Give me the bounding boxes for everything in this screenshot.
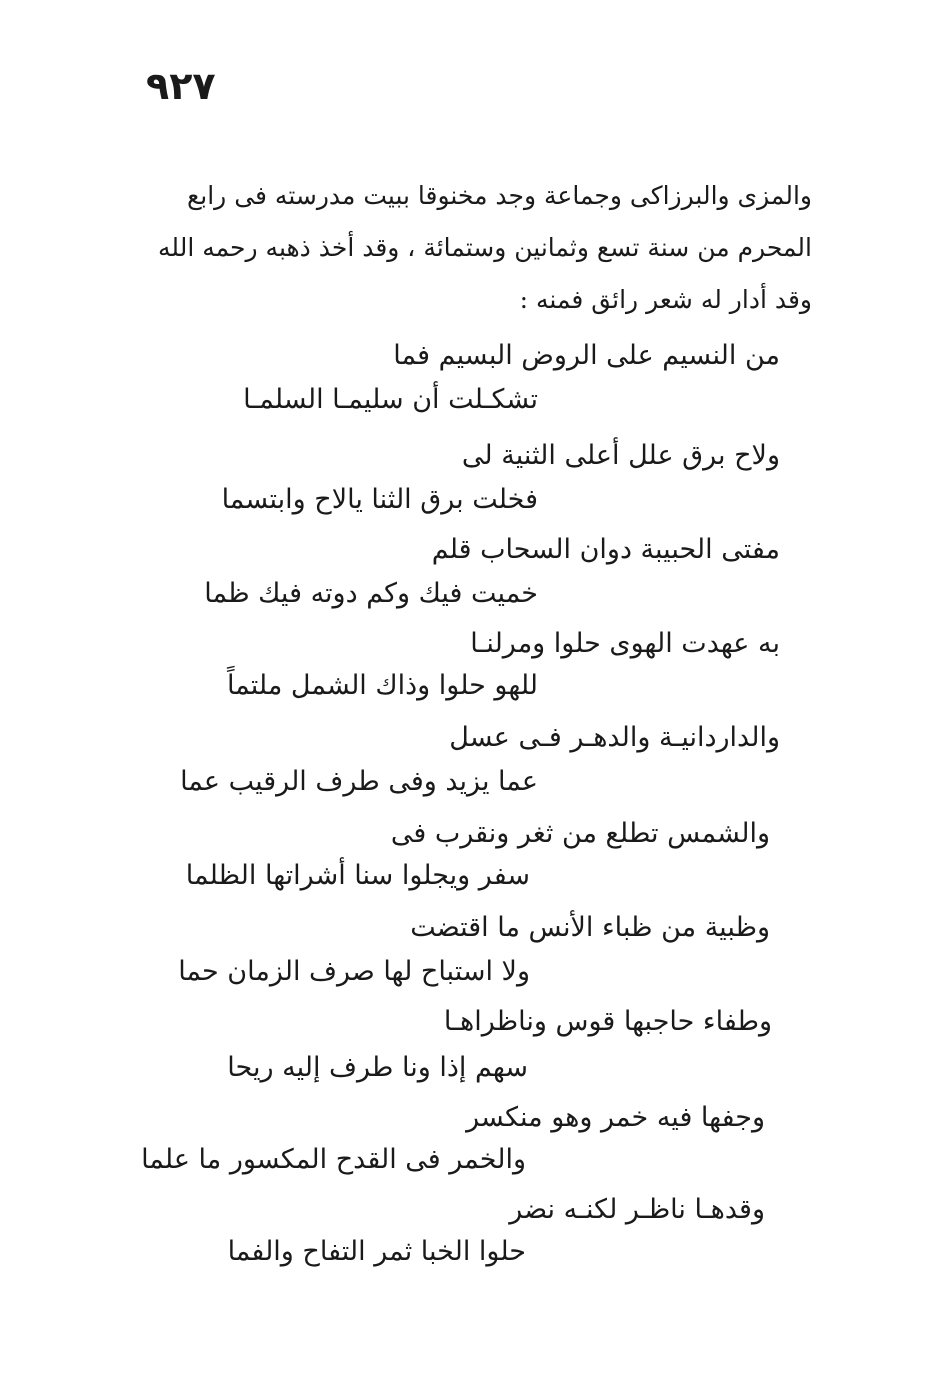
verse-first-hemistich: مفتى الحبيبة دوان السحاب قلم (431, 534, 780, 565)
verse-second-hemistich: سهم إذا ونا طرف إليه ريحا (227, 1052, 528, 1083)
verse-second-hemistich: والخمر فى القدح المكسور ما علما (141, 1144, 526, 1175)
verse-first-hemistich: وجفها فيه خمر وهو منكسر (466, 1102, 765, 1133)
verse-second-hemistich: تشكـلت أن سليمـا السلمـا (243, 384, 538, 415)
verse-first-hemistich: ولاح برق علل أعلى الثنية لى (461, 440, 780, 471)
verse-first-hemistich: والداردانيـة والدهـر فـى عسل (449, 722, 780, 753)
verse-first-hemistich: وظبية من ظباء الأنس ما اقتضت (410, 912, 770, 943)
verse-first-hemistich: به عهدت الهوى حلوا ومرلنـا (470, 628, 780, 659)
verse-first-hemistich: والشمس تطلع من ثغر ونقرب فى (390, 818, 770, 849)
verse-first-hemistich: من النسيم على الروض البسيم فما (393, 340, 780, 371)
prose-line: المحرم من سنة تسع وثمانين وستمائة ، وقد أخذ ذهبه رحمه الله (158, 233, 812, 262)
verse-first-hemistich: وطفاء حاجبها قوس وناظراهـا (443, 1006, 772, 1037)
prose-line: وقد أدار له شعر رائق فمنه : (519, 285, 812, 314)
verse-second-hemistich: حلوا الخبا ثمر التفاح والفما (227, 1236, 526, 1267)
verse-second-hemistich: للهو حلوا وذاك الشمل ملتماً (226, 670, 538, 701)
prose-line: والمزى والبرزاكى وجماعة وجد مخنوقا ببيت مدرسته فى رابع (186, 181, 812, 210)
page-number: ٩٢٧ (146, 64, 216, 108)
verse-second-hemistich: سفر ويجلوا سنا أشراتها الظلما (185, 860, 530, 891)
verse-second-hemistich: ولا استباح لها صرف الزمان حما (178, 956, 530, 987)
verse-second-hemistich: خميت فيك وكم دوته فيك ظما (204, 578, 538, 609)
verse-second-hemistich: فخلت برق الثنا يالاح وابتسما (221, 484, 538, 515)
verse-first-hemistich: وقدهـا ناظـر لكنـه نضر (509, 1194, 765, 1225)
verse-second-hemistich: عما يزيد وفى طرف الرقيب عما (180, 766, 538, 797)
